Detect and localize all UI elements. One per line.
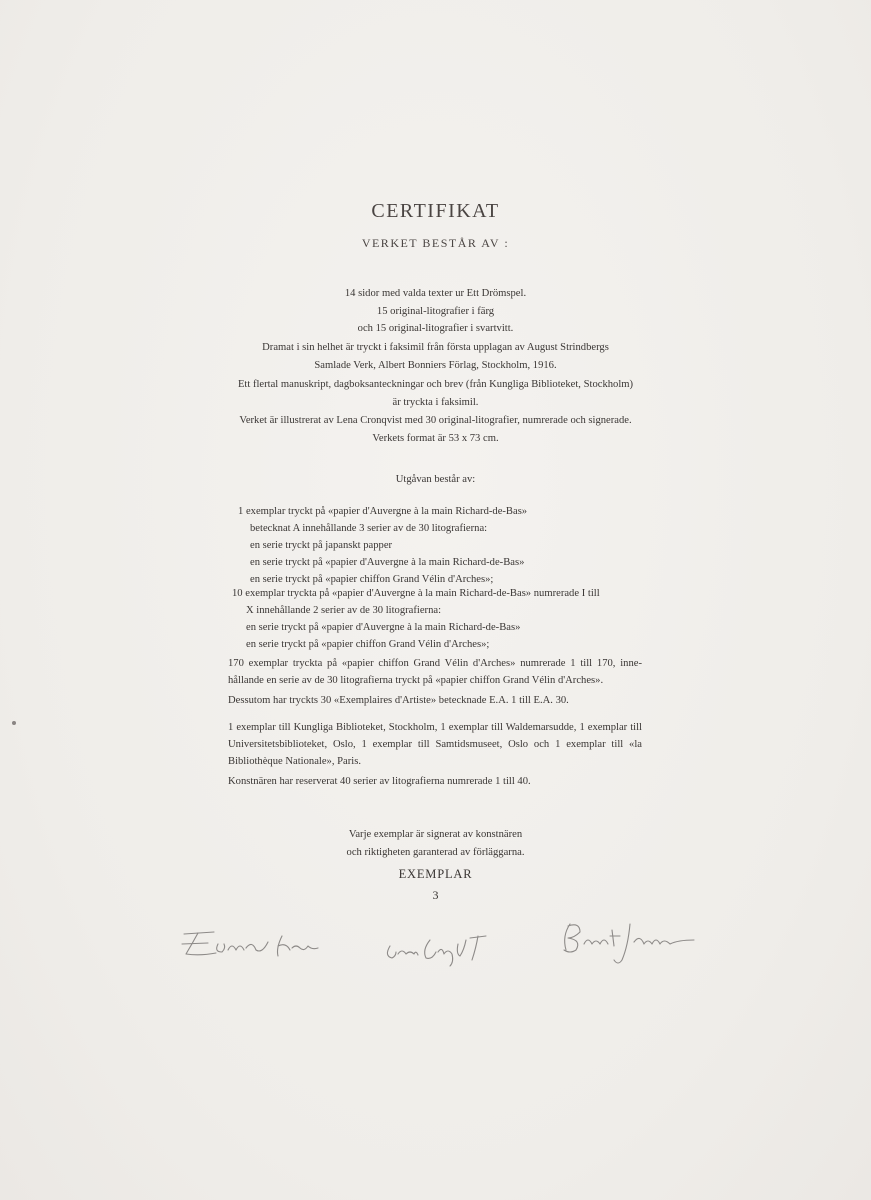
contents-line: 14 sidor med valda texter ur Ett Drömspel.: [344, 288, 527, 299]
exemplar-label: EXEMPLAR: [398, 867, 473, 881]
edition-a-line: en serie tryckt på «papier chiffon Grand Vélin d'Arches»;: [250, 574, 494, 585]
manuscripts-paragraph: [0, 376, 871, 411]
signature-right: [558, 916, 700, 970]
illustrated-line: Verket är illustrerat av Lena Cronqvist med 30 original-litografier, numrerade och signerade.: [239, 415, 632, 426]
edition-b-paragraph: [232, 585, 600, 653]
edition-a-line: en serie tryckt på japanskt papper: [250, 540, 393, 551]
edition-b-line: en serie tryckt på «papier chiffon Grand Vélin d'Arches»;: [246, 639, 490, 650]
manuscripts-line: Ett flertal manuskript, dagboksanteckningar och brev (från Kungliga Biblioteket, Stockholm): [237, 379, 634, 390]
signature-note-paragraph: [0, 826, 871, 861]
illustrated-paragraph: [0, 412, 871, 447]
edition-a-line: betecknat A innehållande 3 serier av de 30 litografierna:: [250, 523, 488, 534]
signature-left: [178, 924, 328, 964]
edition-heading: Utgåvan består av:: [395, 474, 476, 485]
edition-a-paragraph: [238, 503, 527, 588]
drama-paragraph: [0, 339, 871, 374]
edition-b-line: 10 exemplar tryckta på «papier d'Auvergne à la main Richard-de-Bas» numrerade I till: [232, 588, 600, 599]
exemplar-number: 3: [432, 888, 439, 902]
edition-a-line: en serie tryckt på «papier d'Auvergne à la main Richard-de-Bas»: [250, 557, 525, 568]
illustrated-line: Verkets format är 53 x 73 cm.: [372, 432, 499, 444]
signature-note-line: Varje exemplar är signerat av konstnären: [348, 829, 523, 840]
manuscripts-line: är tryckta i faksimil.: [392, 396, 479, 408]
edition-b-line: en serie tryckt på «papier d'Auvergne à la main Richard-de-Bas»: [246, 622, 521, 633]
signature-middle: [382, 928, 492, 968]
drama-line: Samlade Verk, Albert Bonniers Förlag, Stockholm, 1916.: [314, 359, 557, 371]
edition-c-paragraph: 170 exemplar tryckta på «papier chiffon Grand Vélin d'Arches» numrerade 1 till 170, inne-hållande en serie av de 30 litografierna tryckt på «papier chiffon Grand Vélin d'Arches».: [228, 658, 642, 686]
reserved-paragraph: Konstnären har reserverat 40 serier av litografierna numrerade 1 till 40.: [228, 776, 531, 787]
contents-line: 15 original-litografier i färg: [376, 305, 495, 317]
certificate-title: CERTIFIKAT: [371, 200, 500, 222]
artist-copies-paragraph: Dessutom har tryckts 30 «Exemplaires d'Artiste» betecknade E.A. 1 till E.A. 30.: [228, 695, 569, 706]
contents-paragraph: [0, 285, 871, 338]
paper-speck: [12, 721, 16, 725]
certificate-subtitle: VERKET BESTÅR AV :: [361, 236, 510, 250]
libraries-paragraph: 1 exemplar till Kungliga Biblioteket, Stockholm, 1 exemplar till Waldemarsudde, 1 exemplar till Universitetsbiblioteket, Oslo, 1 exemplar till Samtidsmuseet, Oslo och 1 exemplar till «la Bibliothèque Nationale», Paris.: [228, 722, 642, 767]
edition-b-line: X innehållande 2 serier av de 30 litografierna:: [246, 605, 442, 616]
signature-note-line: och riktigheten garanterad av förläggarna.: [346, 846, 525, 858]
edition-a-line: 1 exemplar tryckt på «papier d'Auvergne à la main Richard-de-Bas»: [238, 506, 528, 517]
contents-line: och 15 original-litografier i svartvitt.: [357, 323, 514, 334]
drama-line: Dramat i sin helhet är tryckt i faksimil från första upplagan av August Strindbergs: [262, 342, 609, 353]
